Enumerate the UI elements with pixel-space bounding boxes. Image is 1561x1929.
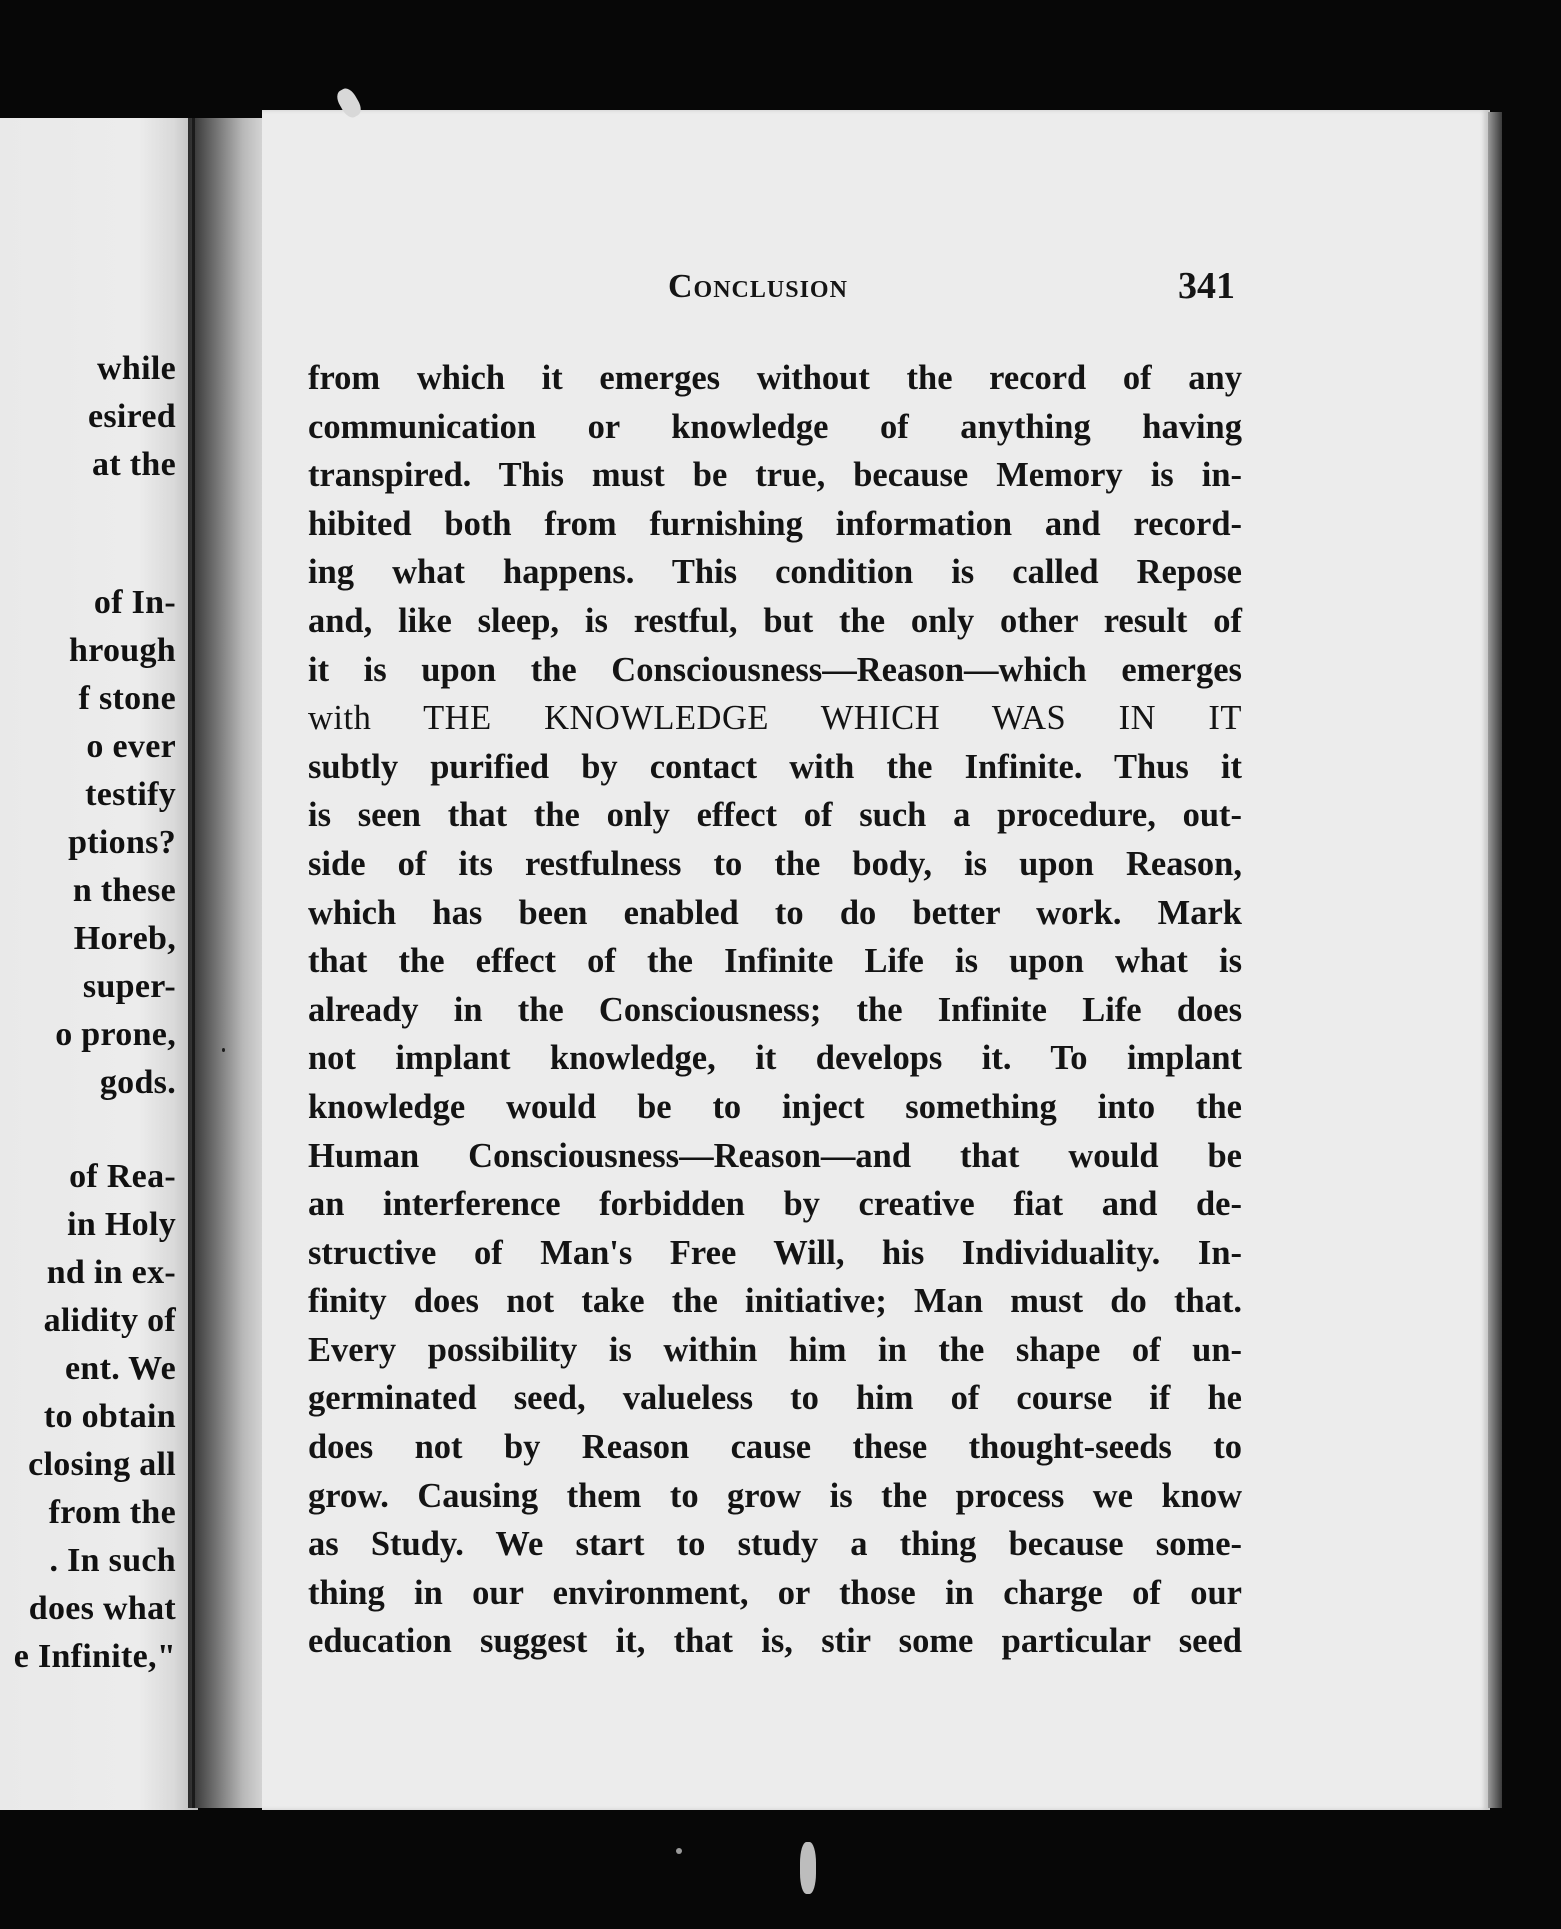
left-line: hrough — [68, 632, 176, 669]
scan-speck — [222, 1048, 225, 1052]
text-line: ing what happens. This condition is called Repose — [308, 553, 1242, 592]
left-line: . In such — [49, 1542, 176, 1579]
page-number: 341 — [1178, 265, 1235, 307]
left-line: of Rea- — [69, 1158, 176, 1195]
left-line: alidity of — [43, 1302, 176, 1339]
left-line: f stone — [78, 680, 176, 717]
left-line: in Holy — [67, 1206, 176, 1243]
body-text — [308, 354, 1242, 1666]
text-line: and, like sleep, is restful, but the only other result of — [308, 601, 1242, 640]
left-line: ent. We — [64, 1350, 176, 1387]
text-line: already in the Consciousness; the Infinite Life does — [308, 990, 1242, 1029]
text-line: with THE KNOWLEDGE WHICH WAS IN IT — [308, 699, 1242, 738]
left-line: while — [97, 350, 176, 387]
left-page-text — [0, 118, 198, 1810]
text-line: does not by Reason cause these thought-seeds to — [308, 1428, 1242, 1467]
text-line: it is upon the Consciousness—Reason—which emerges — [308, 650, 1242, 689]
left-line: super- — [82, 968, 176, 1005]
spine-line — [192, 118, 195, 1808]
text-line: Human Consciousness—Reason—and that would be — [308, 1136, 1242, 1175]
text-line: that the effect of the Infinite Life is upon what is — [308, 942, 1242, 981]
running-head: Conclusion — [668, 268, 848, 305]
text-line: side of its restfulness to the body, is upon Reason, — [308, 844, 1242, 883]
left-line: esired — [87, 398, 176, 435]
left-line: closing all — [28, 1446, 176, 1483]
text-line: subtly purified by contact with the Infinite. Thus it — [308, 747, 1242, 786]
text-line: an interference forbidden by creative fiat and de- — [308, 1185, 1242, 1224]
text-line: is seen that the only effect of such a procedure, out- — [308, 796, 1242, 835]
left-line: gods. — [99, 1064, 176, 1101]
text-line: grow. Causing them to grow is the process we know — [308, 1476, 1242, 1515]
text-line: Every possibility is within him in the shape of un- — [308, 1330, 1242, 1369]
page-edge-shadow — [1488, 112, 1502, 1808]
text-line: hibited both from furnishing information and record- — [308, 504, 1242, 543]
text-line: which has been enabled to do better work. Mark — [308, 893, 1242, 932]
left-facing-page — [0, 118, 198, 1810]
left-line: Horeb, — [73, 920, 176, 957]
scan-speck — [676, 1848, 682, 1854]
left-line: o prone, — [55, 1016, 176, 1053]
left-line: e Infinite," — [13, 1638, 176, 1675]
scan-debris — [800, 1842, 816, 1894]
left-line: to obtain — [43, 1398, 176, 1435]
left-line: ptions? — [68, 824, 176, 861]
text-line: thing in our environment, or those in charge of our — [308, 1573, 1242, 1612]
left-line: from the — [48, 1494, 176, 1531]
left-line: n these — [72, 872, 176, 909]
left-line: testify — [85, 776, 176, 813]
text-line: not implant knowledge, it develops it. To implant — [308, 1039, 1242, 1078]
left-line: does what — [28, 1590, 176, 1627]
text-line: as Study. We start to study a thing because some- — [308, 1525, 1242, 1564]
left-line: nd in ex- — [46, 1254, 176, 1291]
text-line: finity does not take the initiative; Man must do that. — [308, 1282, 1242, 1321]
text-line: structive of Man's Free Will, his Individuality. In- — [308, 1233, 1242, 1272]
text-line: from which it emerges without the record of any — [308, 359, 1242, 397]
text-line: germinated seed, valueless to him of course if he — [308, 1379, 1242, 1418]
text-line: education suggest it, that is, stir some particular seed — [308, 1622, 1242, 1661]
left-line: at the — [92, 446, 176, 483]
text-line: knowledge would be to inject something into the — [308, 1087, 1242, 1126]
text-line: communication or knowledge of anything having — [308, 407, 1242, 446]
left-line: of In- — [93, 584, 176, 621]
left-line: o ever — [86, 728, 176, 765]
text-line: transpired. This must be true, because Memory is in- — [308, 456, 1242, 495]
